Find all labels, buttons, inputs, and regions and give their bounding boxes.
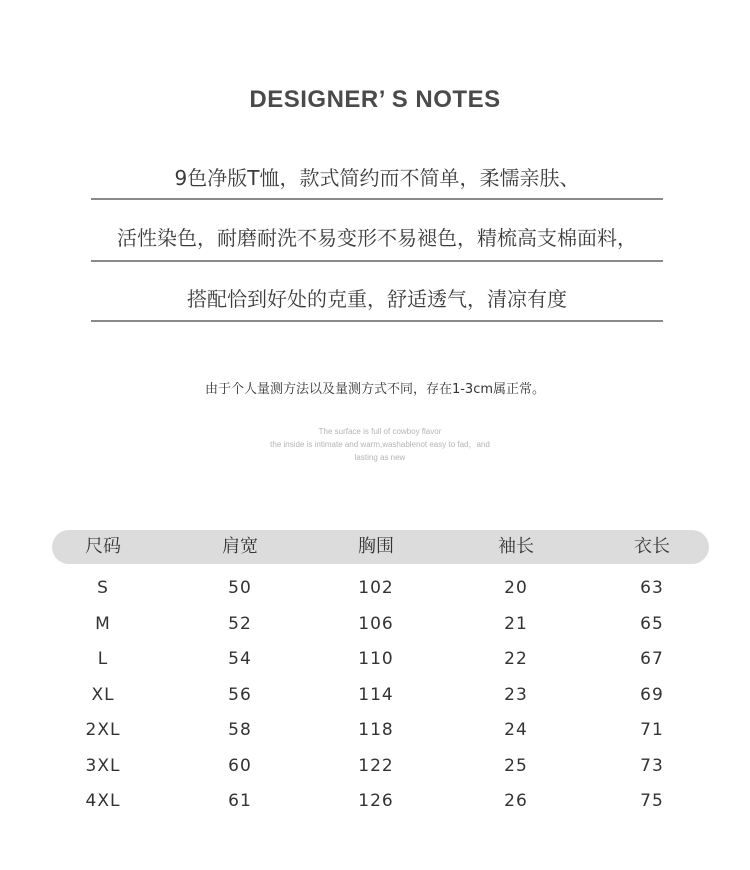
table-cell: 110: [358, 649, 394, 669]
table-cell: M: [95, 613, 111, 634]
page-title: DESIGNER’ S NOTES: [249, 86, 501, 113]
faint-text-line-3: lasting as new: [354, 453, 406, 462]
table-cell: 60: [228, 755, 252, 776]
column-header-chest: 胸围: [358, 536, 394, 557]
table-cell: 118: [358, 720, 394, 740]
column-header-shoulder: 肩宽: [222, 536, 258, 557]
table-cell: 75: [640, 791, 664, 811]
table-cell: 73: [640, 755, 664, 776]
table-cell: 61: [228, 791, 252, 811]
table-cell: 2XL: [85, 720, 121, 740]
table-cell: 22: [504, 649, 528, 669]
table-cell: 4XL: [85, 791, 121, 811]
table-cell: S: [97, 578, 109, 598]
table-cell: 63: [640, 578, 664, 598]
divider-1: [91, 198, 663, 200]
table-cell: 52: [228, 613, 252, 634]
table-cell: 50: [228, 578, 252, 598]
note-line-2: 活性染色，耐磨耐洗不易变形不易褪色，精梳高支棉面料，: [117, 226, 637, 250]
table-cell: 54: [228, 649, 252, 669]
table-cell: 114: [358, 684, 394, 705]
table-cell: XL: [91, 684, 115, 705]
table-cell: 3XL: [85, 755, 121, 776]
table-cell: 26: [504, 791, 528, 811]
table-cell: 25: [504, 755, 528, 776]
table-cell: 69: [640, 684, 664, 705]
column-header-sleeve: 袖长: [498, 536, 534, 557]
table-cell: 56: [228, 684, 252, 705]
column-header-size: 尺码: [85, 536, 121, 557]
note-line-3: 搭配恰到好处的克重，舒适透气，清凉有度: [187, 287, 567, 311]
faint-text-line-2: the inside is intimate and warm,washablenot easy to fad，and: [270, 440, 490, 449]
column-header-length: 衣长: [634, 536, 670, 557]
table-cell: 23: [504, 684, 528, 705]
table-cell: 65: [640, 613, 664, 634]
table-cell: 122: [358, 755, 394, 776]
faint-text-line-1: The surface is full of cowboy flavor: [318, 427, 442, 436]
divider-3: [91, 320, 663, 322]
table-cell: 71: [640, 720, 664, 740]
table-cell: 24: [504, 720, 528, 740]
size-table-header: [52, 530, 709, 564]
table-cell: 20: [504, 578, 528, 598]
table-cell: 106: [358, 613, 394, 634]
table-cell: L: [97, 649, 109, 669]
table-cell: 126: [358, 791, 394, 811]
measurement-disclaimer: 由于个人量测方法以及量测方式不同，存在1-3cm属正常。: [204, 382, 546, 397]
note-line-1: 9色净版T恤，款式简约而不简单，柔懦亲肤、: [174, 166, 580, 190]
table-cell: 58: [228, 720, 252, 740]
table-cell: 21: [504, 613, 528, 634]
table-cell: 67: [640, 649, 664, 669]
divider-2: [91, 260, 663, 262]
table-cell: 102: [358, 578, 394, 598]
